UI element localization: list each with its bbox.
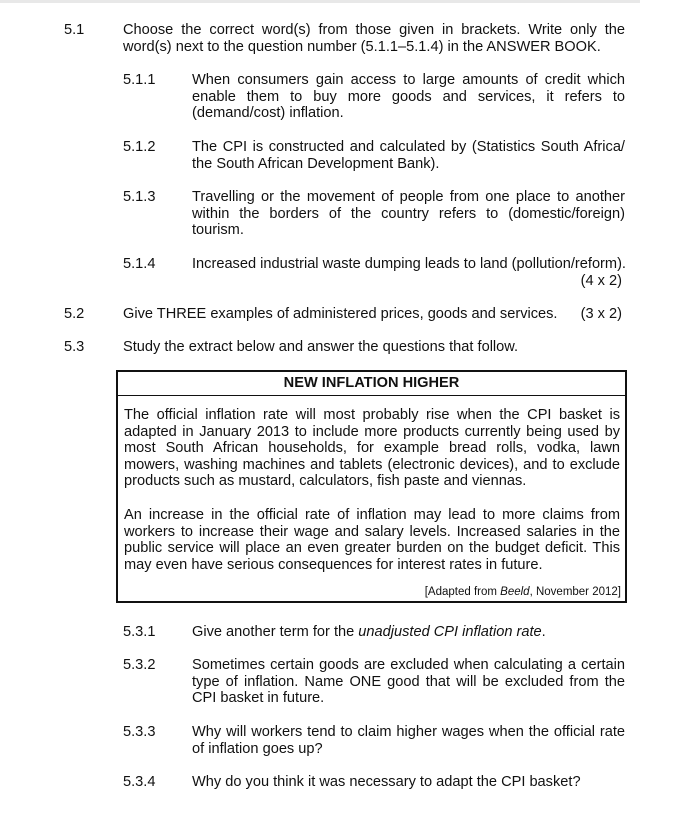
item-text-5-3-2: Sometimes certain goods are excluded when calculating a certain type of inflation. Name ONE good that will be excluded from the CPI basket in future. [192, 657, 625, 706]
item-number-5-3-4: 5.3.4 [123, 774, 156, 790]
source-publication: Beeld [500, 585, 530, 598]
item-text-5-3-1-prefix: Give another term for the [192, 624, 359, 640]
item-text-5-1-1: When consumers gain access to large amounts of credit which enable them to buy more goods and services, it refers to (demand/cost) inflation. [192, 72, 625, 121]
item-number-5-3-1: 5.3.1 [123, 624, 156, 640]
question-5-3-instruction: Study the extract below and answer the questions that follow. [123, 339, 519, 355]
item-number-5-1-1: 5.1.1 [123, 72, 156, 88]
top-rule [0, 0, 640, 3]
item-number-5-1-4: 5.1.4 [123, 256, 156, 272]
question-5-2-text: Give THREE examples of administered prices, goods and services. [123, 306, 558, 322]
item-number-5-3-3: 5.3.3 [123, 724, 156, 740]
item-number-5-3-2: 5.3.2 [123, 657, 156, 673]
question-number-5-3: 5.3 [64, 339, 85, 355]
item-text-5-3-1-term: unadjusted CPI inflation rate [358, 624, 542, 640]
question-number-5-1: 5.1 [64, 22, 85, 38]
item-number-5-1-3: 5.1.3 [123, 189, 156, 205]
extract-box [116, 370, 627, 603]
question-5-1-instruction: Choose the correct word(s) from those given in brackets. Write only the word(s) next to the question number (5.1.1–5.1.4) in the ANSWER BOOK. [123, 22, 625, 55]
item-text-5-3-3: Why will workers tend to claim higher wages when the official rate of inflation goes up? [192, 724, 625, 757]
extract-paragraph-1: The official inflation rate will most probably rise when the CPI basket is adapted in January 2013 to include more products currently being used by most South African households, for example bread rolls, vodka, lawn mowers, washing machines and tablets (electronic devices), and to exclude products such as mustard, calculators, fish paste and viennas. [124, 407, 620, 489]
source-prefix: [Adapted from [424, 585, 501, 598]
source-suffix: , November 2012] [529, 585, 621, 598]
marks-5-2: (3 x 2) [580, 306, 622, 322]
item-text-5-3-4: Why do you think it was necessary to adapt the CPI basket? [192, 774, 581, 790]
marks-5-1: (4 x 2) [580, 273, 622, 289]
extract-title: NEW INFLATION HIGHER [283, 375, 460, 391]
item-text-5-3-1 [192, 624, 625, 641]
item-text-5-1-3: Travelling or the movement of people from one place to another within the borders of the country refers to (domestic/foreign) tourism. [192, 189, 625, 238]
extract-source [425, 584, 621, 601]
item-text-5-1-4: Increased industrial waste dumping leads to land (pollution/reform). [192, 256, 626, 272]
extract-paragraph-2: An increase in the official rate of inflation may lead to more claims from workers to increase their wage and salary levels. Increased salaries in the public service will place an even greater burden on the budget deficit. This may even have serious consequences for interest rates in future. [124, 507, 620, 573]
extract-title-divider [118, 395, 625, 396]
item-text-5-3-1-suffix: . [541, 624, 546, 640]
question-number-5-2: 5.2 [64, 306, 85, 322]
item-number-5-1-2: 5.1.2 [123, 139, 156, 155]
item-text-5-1-2: The CPI is constructed and calculated by (Statistics South Africa/ the South African Development Bank). [192, 139, 625, 172]
